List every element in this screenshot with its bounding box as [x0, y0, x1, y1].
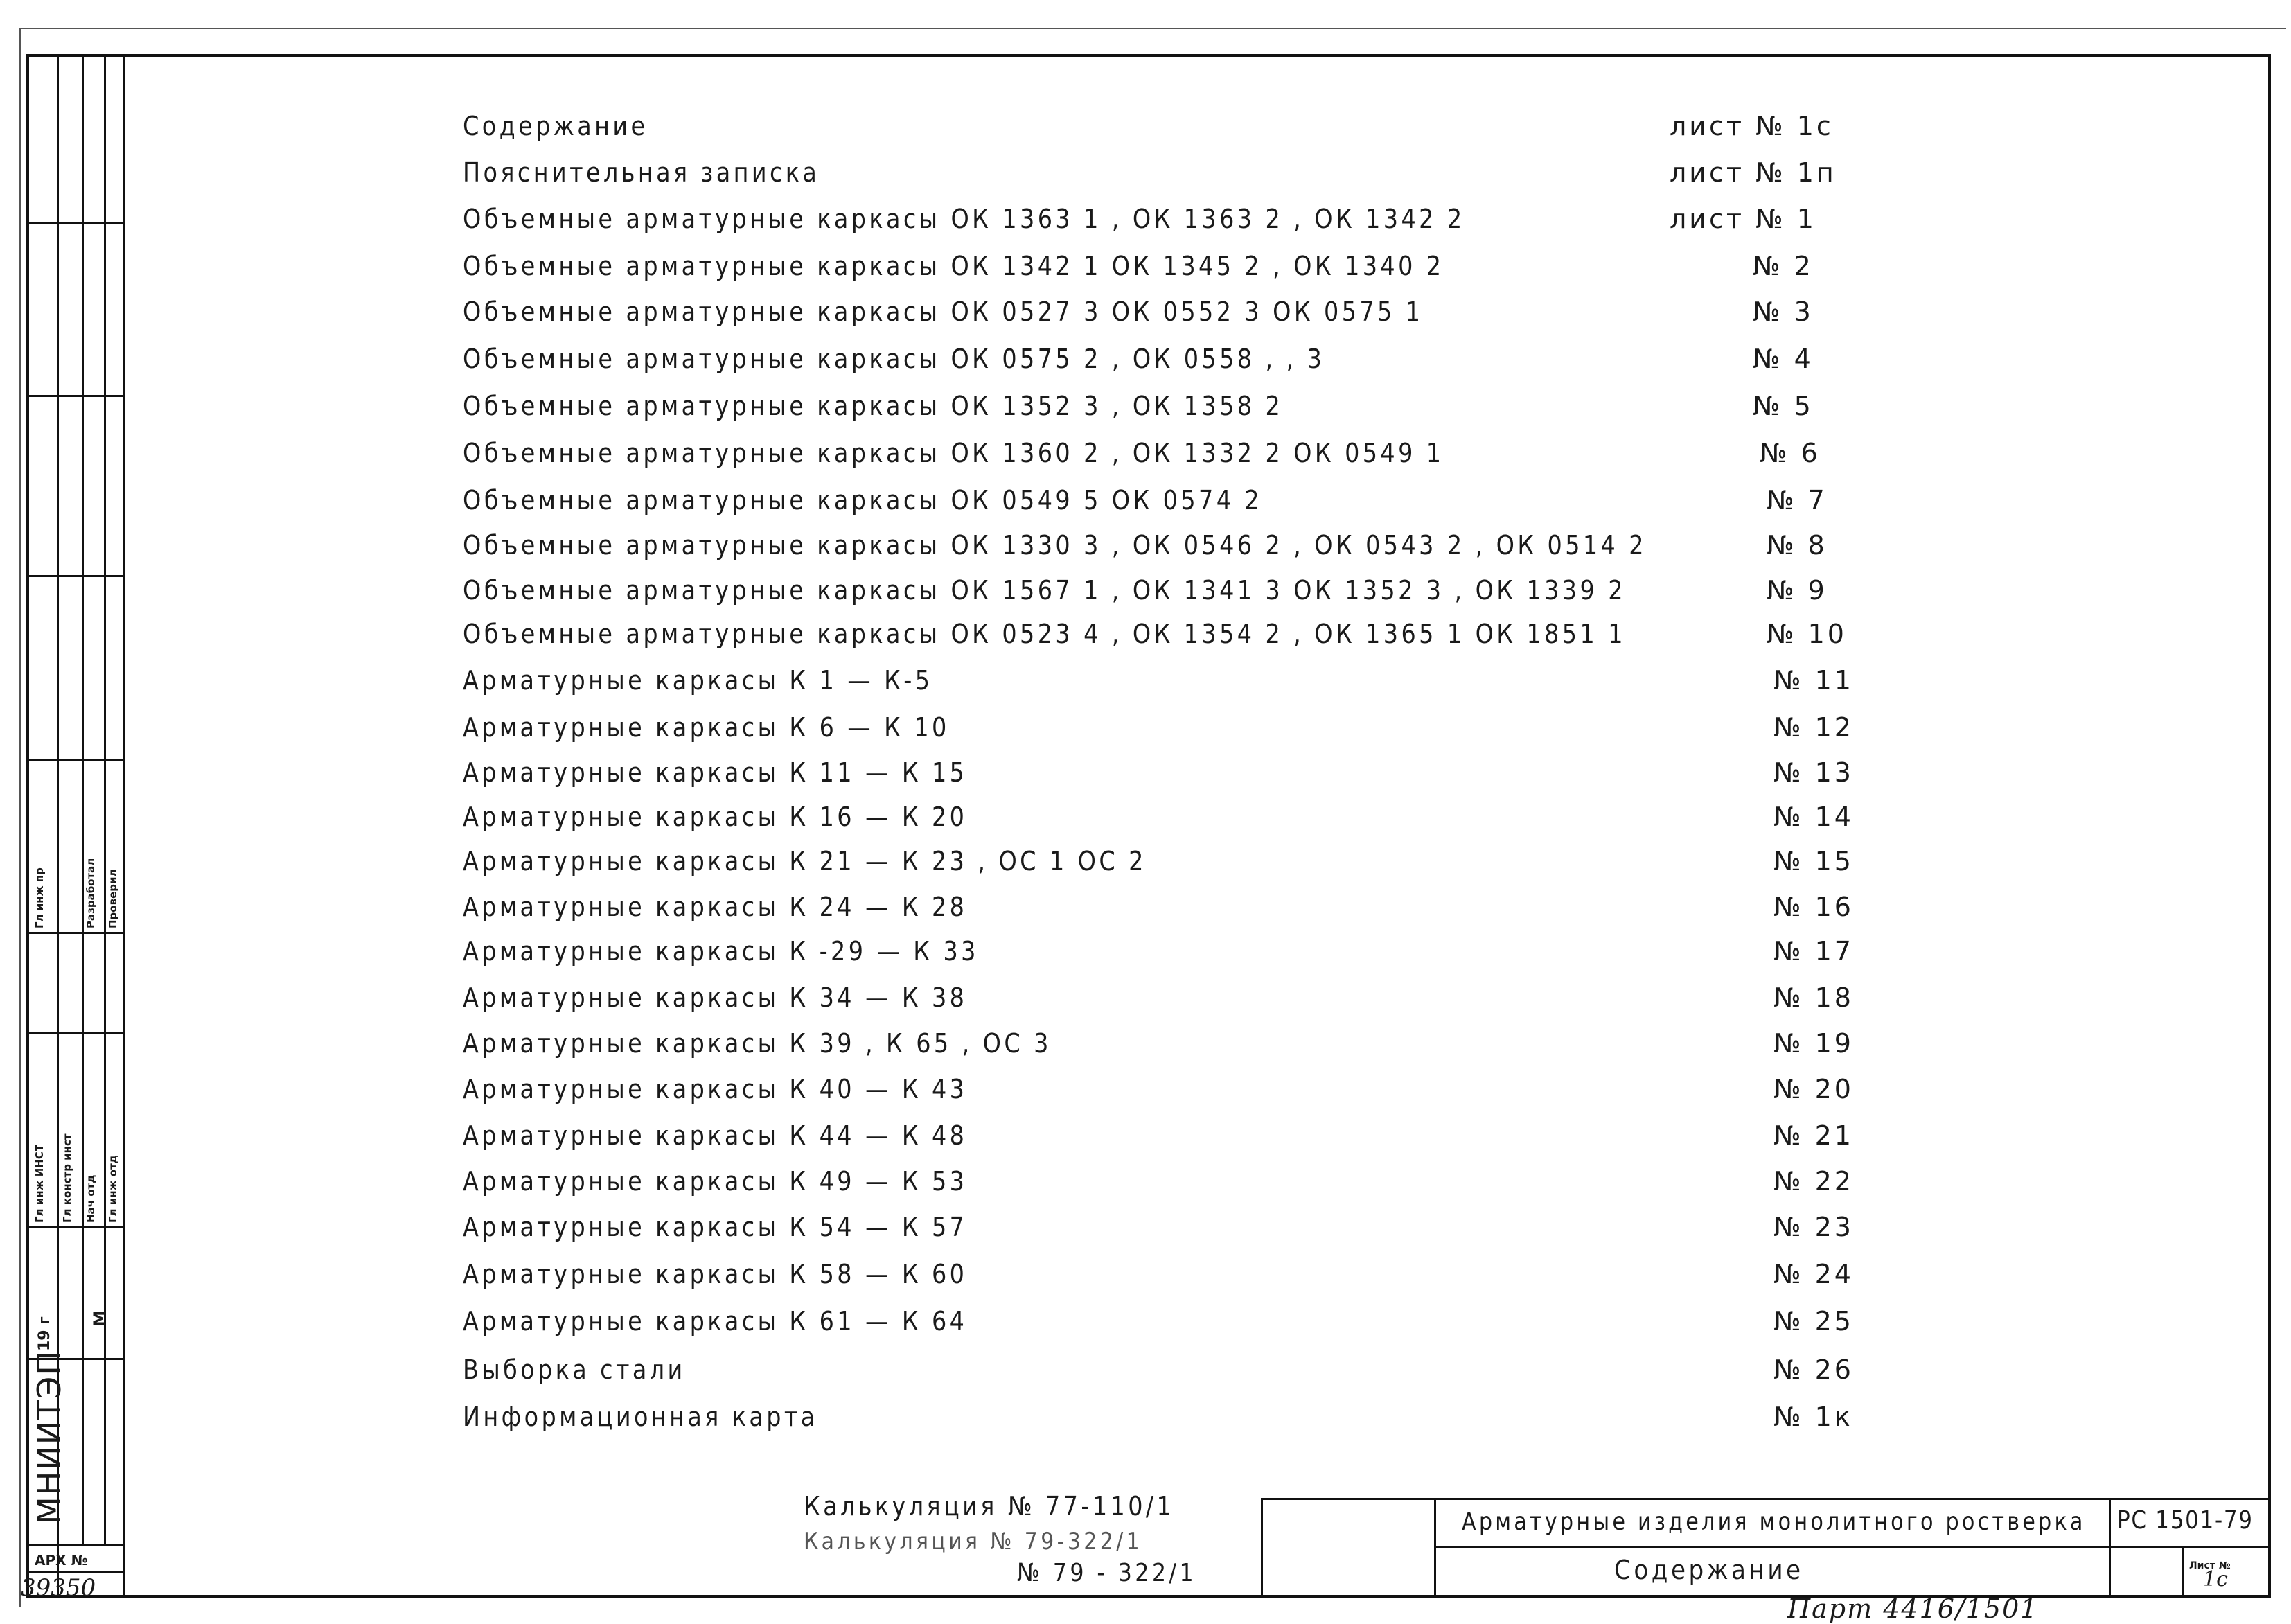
contents-row-sheet: № 17 [1773, 936, 1854, 967]
contents-row-title: Арматурные каркасы К 49 — К 53 [463, 1166, 968, 1197]
contents-row-sheet: № 15 [1773, 846, 1854, 876]
contents-row-title: Объемные арматурные каркасы ОК 1567 1 , ОК 1341 3 ОК 1352 3 , ОК 1339 2 [463, 575, 1626, 606]
side-strip-line-4 [123, 54, 125, 1598]
contents-row-title: Арматурные каркасы К 40 — К 43 [463, 1074, 968, 1104]
frame-right [2268, 54, 2271, 1598]
contents-row-title: Объемные арматурные каркасы ОК 0575 2 , ОК 0558 , , 3 [463, 344, 1325, 374]
contents-row-sheet: № 16 [1773, 892, 1854, 922]
calculation-line-2: Калькуляция № 79-322/1 [804, 1528, 1143, 1555]
titleblock-mid [1434, 1546, 2271, 1548]
contents-row-sheet: № 18 [1773, 982, 1854, 1013]
contents-row-sheet: № 10 [1767, 619, 1847, 649]
titleblock-top [1261, 1498, 2271, 1500]
document-code: РС 1501-79 [2117, 1506, 2254, 1535]
contents-row-sheet: № 22 [1773, 1166, 1854, 1197]
role-checked: Проверил [107, 869, 119, 928]
contents-row-title: Арматурные каркасы К 16 — К 20 [463, 802, 968, 832]
sheet-number-label: Лист № [2189, 1560, 2231, 1571]
contents-row-title: Арматурные каркасы К 39 , К 65 , ОС 3 [463, 1028, 1052, 1059]
role-chief-engineer-proj: Гл инж пр [33, 867, 46, 928]
contents-row-title: Арматурные каркасы К 58 — К 60 [463, 1259, 968, 1289]
contents-row-sheet: № 4 [1753, 344, 1814, 374]
side-strip-h6 [26, 1032, 125, 1034]
project-title: Арматурные изделия монолитного ростверка [1462, 1508, 2086, 1536]
calculation-line-3: № 79 - 322/1 [1017, 1559, 1197, 1587]
contents-row-sheet: № 6 [1760, 438, 1821, 468]
frame-left [26, 54, 29, 1598]
contents-row-sheet: № 12 [1773, 712, 1854, 743]
role-chief-engineer-inst: Гл инж ИНСТ [33, 1144, 46, 1223]
contents-row-title: Объемные арматурные каркасы ОК 0527 3 ОК 0552 3 ОК 0575 1 [463, 297, 1424, 327]
contents-row-title: Выборка стали [463, 1354, 686, 1385]
side-strip-h4 [26, 759, 125, 761]
left-edge-line [19, 28, 21, 1607]
archive-label: АРХ № [35, 1552, 88, 1569]
footer-handwriting: Парт 4416/1501 [1787, 1594, 2039, 1624]
role-head-dept: Нач отд [85, 1174, 97, 1223]
side-strip-line-2 [82, 54, 84, 1544]
contents-row-title: Арматурные каркасы К 54 — К 57 [463, 1212, 968, 1242]
contents-row-sheet: № 21 [1773, 1120, 1854, 1151]
contents-row-title: Арматурные каркасы К 24 — К 28 [463, 892, 968, 922]
role-developed: Разработал [85, 858, 97, 928]
contents-row-title: Объемные арматурные каркасы ОК 1352 3 , ОК 1358 2 [463, 391, 1284, 421]
titleblock-sheetbox-left [2182, 1546, 2184, 1598]
contents-row-title: Пояснительная записка [463, 157, 820, 188]
contents-row-sheet: № 19 [1773, 1028, 1854, 1059]
contents-row-sheet: лист № 1 [1670, 204, 1816, 234]
contents-row-title: Арматурные каркасы К 44 — К 48 [463, 1120, 968, 1151]
contents-row-title: Арматурные каркасы К -29 — К 33 [463, 936, 979, 967]
role-chief-engineer-dept: Гл инж отд [107, 1155, 119, 1223]
contents-row-sheet: № 26 [1773, 1354, 1854, 1385]
contents-row-title: Арматурные каркасы К 34 — К 38 [463, 982, 968, 1013]
contents-row-title: Объемные арматурные каркасы ОК 1342 1 ОК 1345 2 , ОК 1340 2 [463, 251, 1444, 281]
contents-row-sheet: № 5 [1753, 391, 1814, 421]
stamp-m-label: М [90, 1310, 109, 1327]
contents-row-title: Объемные арматурные каркасы ОК 0523 4 , ОК 1354 2 , ОК 1365 1 ОК 1851 1 [463, 619, 1626, 649]
side-strip-h1 [26, 222, 125, 224]
top-edge-line [21, 28, 2286, 29]
side-strip-h7 [26, 1226, 125, 1228]
contents-row-title: Арматурные каркасы К 11 — К 15 [463, 757, 968, 788]
contents-row-sheet: № 24 [1773, 1259, 1854, 1289]
frame-top [26, 54, 2271, 57]
contents-row-sheet: № 23 [1773, 1212, 1854, 1242]
contents-row-title: Объемные арматурные каркасы ОК 0549 5 ОК 0574 2 [463, 485, 1263, 515]
calculation-line-1: Калькуляция № 77-110/1 [804, 1491, 1175, 1521]
org-name: МНИИТЭП [30, 1350, 68, 1524]
contents-row-sheet: № 2 [1753, 251, 1814, 281]
archive-number: 39350 [21, 1574, 96, 1602]
side-strip-h2 [26, 395, 125, 397]
contents-row-title: Арматурные каркасы К 6 — К 10 [463, 712, 950, 743]
contents-row-title: Объемные арматурные каркасы ОК 1330 3 , ОК 0546 2 , ОК 0543 2 , ОК 0514 2 [463, 530, 1647, 561]
contents-row-sheet: № 20 [1773, 1074, 1854, 1104]
contents-row-title: Информационная карта [463, 1402, 818, 1432]
side-strip-h3 [26, 575, 125, 577]
contents-row-title: Содержание [463, 111, 648, 141]
contents-row-title: Объемные арматурные каркасы ОК 1363 1 , ОК 1363 2 , ОК 1342 2 [463, 204, 1465, 234]
archive-divider [26, 1571, 125, 1573]
side-strip-h5 [26, 932, 125, 934]
contents-row-title: Объемные арматурные каркасы ОК 1360 2 , ОК 1332 2 ОК 0549 1 [463, 438, 1444, 468]
contents-row-sheet: № 14 [1773, 802, 1854, 832]
titleblock-left [1261, 1498, 1263, 1598]
contents-row-title: Арматурные каркасы К 21 — К 23 , ОС 1 ОС 2 [463, 846, 1147, 876]
contents-row-sheet: № 1к [1773, 1402, 1853, 1432]
stamp-year: 19 г [36, 1316, 53, 1351]
sheet-number: 1с [2203, 1567, 2228, 1591]
contents-row-sheet: № 3 [1753, 297, 1814, 327]
contents-row-sheet: лист № 1п [1670, 157, 1837, 188]
contents-row-sheet: № 11 [1773, 665, 1854, 696]
contents-row-sheet: № 13 [1773, 757, 1854, 788]
contents-row-sheet: № 9 [1767, 575, 1828, 606]
contents-row-title: Арматурные каркасы К 1 — К-5 [463, 665, 933, 696]
contents-row-sheet: № 25 [1773, 1306, 1854, 1336]
contents-row-title: Арматурные каркасы К 61 — К 64 [463, 1306, 968, 1336]
contents-row-sheet: № 8 [1767, 530, 1828, 561]
side-strip-h9 [26, 1544, 125, 1546]
sheet-name: Содержание [1614, 1555, 1804, 1585]
contents-row-sheet: лист № 1с [1670, 111, 1834, 141]
role-chief-constructor-inst: Гл констр инст [61, 1133, 73, 1223]
contents-row-sheet: № 7 [1767, 485, 1828, 515]
